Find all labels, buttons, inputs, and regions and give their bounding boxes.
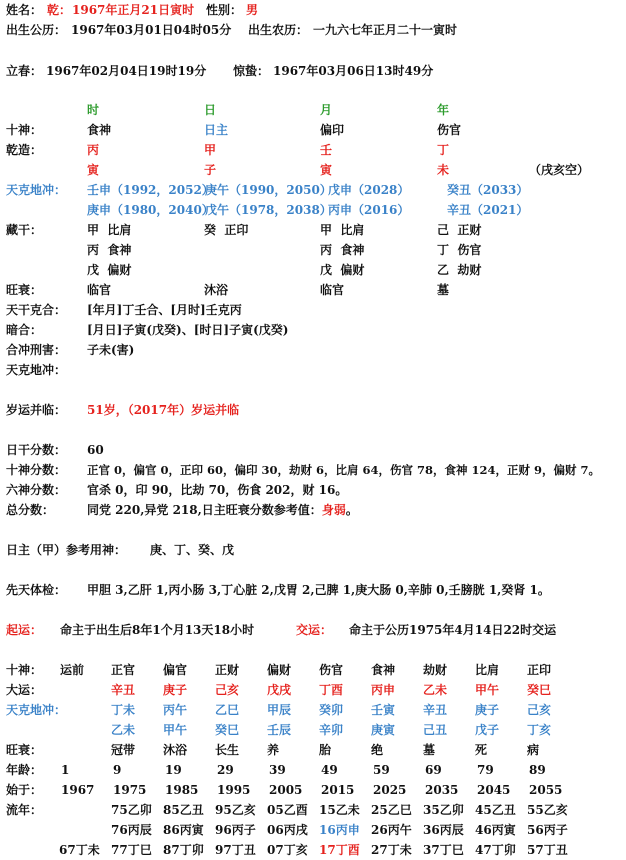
liunian-cell: 47丁卯 bbox=[475, 843, 516, 857]
dayun-wangshuai-cell: 冠带 bbox=[111, 743, 136, 757]
canggan-year-3: 乙 劫财 bbox=[437, 263, 482, 277]
qian-label: 乾： bbox=[47, 3, 72, 17]
dayun-wangshuai-cell: 绝 bbox=[371, 743, 384, 757]
stem-year: 丁 bbox=[437, 143, 450, 157]
age-cell: 19 bbox=[165, 763, 182, 777]
dayun-shishen-cell: 伤官 bbox=[319, 663, 344, 677]
name-label: 姓名： bbox=[6, 3, 43, 17]
lichun-value: 1967年02月04日19时19分 bbox=[46, 64, 207, 78]
dayun-yunqian: 运前 bbox=[60, 663, 85, 677]
liunian-cell: 67丁未 bbox=[59, 843, 100, 857]
liunian-cell: 97丁丑 bbox=[215, 843, 256, 857]
tkdc-hour-2: 庚申（1980，2040） bbox=[87, 203, 214, 217]
hechong-label: 合冲刑害： bbox=[6, 343, 67, 357]
dayun-shishen-cell: 偏官 bbox=[163, 663, 188, 677]
dayun-shishen-label: 十神： bbox=[6, 663, 43, 677]
canggan-label: 藏干： bbox=[6, 223, 43, 237]
birth-date: 1967年正月21日寅时 bbox=[72, 3, 195, 17]
total-score-end: 。 bbox=[345, 503, 358, 517]
dayun-cell: 丙申 bbox=[371, 683, 396, 697]
year-cell: 2015 bbox=[321, 783, 355, 797]
nongli-label: 出生农历： bbox=[248, 23, 309, 37]
jiaoyun-label: 交运： bbox=[296, 623, 333, 637]
jingzhe-label: 惊蛰： bbox=[233, 64, 270, 78]
tijian-label: 先天体检： bbox=[6, 583, 67, 597]
liunian-cell: 95乙亥 bbox=[215, 803, 256, 817]
shishen-hour: 食神 bbox=[87, 123, 112, 137]
dayun-tkdc-cell: 乙巳 bbox=[215, 703, 240, 717]
tkdc-day-2: 戊午（1978，2038） bbox=[205, 203, 332, 217]
pillar-header-hour: 时 bbox=[87, 103, 100, 117]
liunian-cell: 77丁巳 bbox=[111, 843, 152, 857]
dayun-wangshuai-cell: 胎 bbox=[319, 743, 332, 757]
pillar-header-day: 日 bbox=[204, 103, 217, 117]
liunian-cell: 55乙亥 bbox=[527, 803, 568, 817]
liunian-cell: 27丁未 bbox=[371, 843, 412, 857]
dayun-shishen-cell: 偏财 bbox=[267, 663, 292, 677]
liunian-cell: 76丙辰 bbox=[111, 823, 152, 837]
dayun-tkdc-cell: 庚寅 bbox=[371, 723, 396, 737]
suiyun-value: 51岁，（2017年）岁运并临 bbox=[87, 403, 240, 417]
dayun-cell: 戊戌 bbox=[267, 683, 292, 697]
year-cell: 1967 bbox=[61, 783, 95, 797]
canggan-hour-2: 丙 食神 bbox=[87, 243, 132, 257]
dayun-tkdc-cell: 丙午 bbox=[163, 703, 188, 717]
rigan-score-label: 日干分数： bbox=[6, 443, 67, 457]
verdict: 身弱 bbox=[321, 503, 346, 517]
liudang-score-label: 六神分数： bbox=[6, 483, 67, 497]
tkdc-year-2: 辛丑（2021） bbox=[447, 203, 529, 217]
anhe-value: [月日]子寅(戊癸)、[时日]子寅(戊癸) bbox=[87, 323, 289, 337]
liunian-cell: 25乙巳 bbox=[371, 803, 412, 817]
dayun-tkdc-cell: 戊子 bbox=[475, 723, 500, 737]
canggan-month-3: 戊 偏财 bbox=[320, 263, 365, 277]
liunian-cell: 87丁卯 bbox=[163, 843, 204, 857]
dayun-tkdc-cell: 己丑 bbox=[423, 723, 448, 737]
dayun-cell: 庚子 bbox=[163, 683, 188, 697]
liunian-cell: 56丙子 bbox=[527, 823, 568, 837]
hechong-value: 子未(害) bbox=[87, 343, 135, 357]
stem-day: 甲 bbox=[204, 143, 217, 157]
dayun-wangshuai-cell: 墓 bbox=[423, 743, 436, 757]
jingzhe-value: 1967年03月06日13时49分 bbox=[273, 64, 434, 78]
tijian-value: 甲胆 3,乙肝 1,丙小肠 3,丁心脏 2,戊胃 2,己脾 1,庚大肠 0,辛肺 0,壬膀胱 1,癸肾 1。 bbox=[87, 583, 550, 597]
year-cell: 2035 bbox=[425, 783, 459, 797]
gender-value: 男 bbox=[246, 3, 259, 17]
qianzao-label: 乾造： bbox=[6, 143, 43, 157]
year-cell: 1995 bbox=[217, 783, 251, 797]
canggan-year-1: 己 正财 bbox=[437, 223, 482, 237]
dayun-cell: 己亥 bbox=[215, 683, 240, 697]
tkdc-year-1: 癸丑（2033） bbox=[447, 183, 529, 197]
nongli-value: 一九六七年正月二十一寅时 bbox=[313, 23, 458, 37]
liunian-cell: 35乙卯 bbox=[423, 803, 464, 817]
wangshuai-year: 墓 bbox=[437, 283, 450, 297]
dayun-wangshuai-label: 旺衰： bbox=[6, 743, 43, 757]
branch-month: 寅 bbox=[320, 163, 333, 177]
shishen-score-label: 十神分数： bbox=[6, 463, 67, 477]
liunian-cell: 16丙申 bbox=[319, 823, 360, 837]
lichun-label: 立春： bbox=[6, 64, 43, 78]
gender-label: 性别： bbox=[206, 3, 243, 17]
dayun-wangshuai-cell: 病 bbox=[527, 743, 540, 757]
yongshen-value: 庚、丁、癸、戊 bbox=[150, 543, 235, 557]
year-cell: 2005 bbox=[269, 783, 303, 797]
age-cell: 29 bbox=[217, 763, 234, 777]
liunian-cell: 46丙寅 bbox=[475, 823, 516, 837]
dayun-cell: 甲午 bbox=[475, 683, 500, 697]
wangshuai-label: 旺衰： bbox=[6, 283, 43, 297]
dayun-shishen-cell: 劫财 bbox=[423, 663, 448, 677]
total-score-value bbox=[87, 503, 358, 518]
liunian-cell: 37丁巳 bbox=[423, 843, 464, 857]
canggan-year-2: 丁 伤官 bbox=[437, 243, 482, 257]
canggan-day-1: 癸 正印 bbox=[204, 223, 249, 237]
liunian-cell: 17丁酉 bbox=[319, 843, 360, 857]
dayun-label: 大运： bbox=[6, 683, 43, 697]
year-cell: 1985 bbox=[165, 783, 199, 797]
dayun-cell: 辛丑 bbox=[111, 683, 136, 697]
dayun-tkdc-cell: 癸卯 bbox=[319, 703, 344, 717]
tkdc-label: 天克地冲： bbox=[6, 183, 67, 197]
yongshen-label: 日主（甲）参考用神： bbox=[6, 543, 127, 557]
liudang-score-value: 官杀 0，印 90，比劫 70，伤食 202，财 16。 bbox=[87, 483, 348, 497]
tkdc-day-1: 庚午（1990，2050） bbox=[205, 183, 332, 197]
anhe-label: 暗合： bbox=[6, 323, 43, 337]
shishen-day: 日主 bbox=[204, 123, 229, 137]
canggan-hour-1: 甲 比肩 bbox=[87, 223, 132, 237]
liunian-cell: 45乙丑 bbox=[475, 803, 516, 817]
liunian-cell: 07丁亥 bbox=[267, 843, 308, 857]
qiyun-value: 命主于出生后8年1个月13天18小时 bbox=[60, 623, 255, 637]
age-cell: 79 bbox=[477, 763, 494, 777]
dayun-cell: 癸巳 bbox=[527, 683, 552, 697]
dayun-tkdc-label: 天克地冲： bbox=[6, 703, 67, 717]
tkdc-month-1: 戊申（2028） bbox=[328, 183, 410, 197]
pillar-header-year: 年 bbox=[437, 103, 450, 117]
liunian-cell: 86丙寅 bbox=[163, 823, 204, 837]
liunian-cell: 36丙辰 bbox=[423, 823, 464, 837]
liunian-label: 流年： bbox=[6, 803, 43, 817]
liunian-cell: 15乙未 bbox=[319, 803, 360, 817]
shishen-label: 十神： bbox=[6, 123, 43, 137]
liunian-cell: 57丁丑 bbox=[527, 843, 568, 857]
age-cell: 59 bbox=[373, 763, 390, 777]
dayun-tkdc-cell: 甲午 bbox=[163, 723, 188, 737]
dayun-tkdc-cell: 己亥 bbox=[527, 703, 552, 717]
branch-hour: 寅 bbox=[87, 163, 100, 177]
dayun-wangshuai-cell: 死 bbox=[475, 743, 488, 757]
dayun-tkdc-cell: 癸巳 bbox=[215, 723, 240, 737]
branch-year: 未 bbox=[437, 163, 450, 177]
liunian-cell: 05乙酉 bbox=[267, 803, 308, 817]
gongli-value: 1967年03月01日04时05分 bbox=[71, 23, 232, 37]
liunian-cell: 96丙子 bbox=[215, 823, 256, 837]
age-cell: 1 bbox=[61, 763, 70, 777]
shishen-score-value: 正官 0，偏官 0，正印 60，偏印 30，劫财 6，比肩 64，伤官 78，食神 124，正财 9，偏财 7。 bbox=[87, 463, 601, 477]
shishen-month: 偏印 bbox=[320, 123, 345, 137]
dayun-shishen-cell: 比肩 bbox=[475, 663, 500, 677]
liunian-cell: 75乙卯 bbox=[111, 803, 152, 817]
dayun-tkdc-cell: 辛丑 bbox=[423, 703, 448, 717]
stem-month: 壬 bbox=[320, 143, 333, 157]
dayun-shishen-cell: 正官 bbox=[111, 663, 136, 677]
canggan-month-1: 甲 比肩 bbox=[320, 223, 365, 237]
suiyun-label: 岁运并临： bbox=[6, 403, 67, 417]
age-cell: 69 bbox=[425, 763, 442, 777]
dayun-shishen-cell: 食神 bbox=[371, 663, 396, 677]
total-score-label: 总分数： bbox=[6, 503, 55, 517]
shiyu-label: 始于： bbox=[6, 783, 43, 797]
dayun-tkdc-cell: 辛卯 bbox=[319, 723, 344, 737]
dayun-wangshuai-cell: 沐浴 bbox=[163, 743, 188, 757]
qiyun-label: 起运： bbox=[6, 623, 43, 637]
tkdc-month-2: 丙申（2016） bbox=[328, 203, 410, 217]
pillar-header-month: 月 bbox=[320, 103, 333, 117]
dayun-tkdc-cell: 庚子 bbox=[475, 703, 500, 717]
canggan-month-2: 丙 食神 bbox=[320, 243, 365, 257]
dayun-tkdc-cell: 甲辰 bbox=[267, 703, 292, 717]
canggan-hour-3: 戊 偏财 bbox=[87, 263, 132, 277]
dayun-tkdc-cell: 壬辰 bbox=[267, 723, 292, 737]
dayun-cell: 丁酉 bbox=[319, 683, 344, 697]
relations-tkdc-label: 天克地冲： bbox=[6, 363, 67, 377]
year-cell: 2045 bbox=[477, 783, 511, 797]
rigan-score-value: 60 bbox=[87, 443, 104, 457]
dayun-cell: 乙未 bbox=[423, 683, 448, 697]
wangshuai-day: 沐浴 bbox=[204, 283, 229, 297]
jiaoyun-value: 命主于公历1975年4月14日22时交运 bbox=[349, 623, 557, 637]
tiangan-label: 天干克合： bbox=[6, 303, 67, 317]
liunian-cell: 26丙午 bbox=[371, 823, 412, 837]
age-cell: 89 bbox=[529, 763, 546, 777]
age-cell: 39 bbox=[269, 763, 286, 777]
total-score-text: 同党 220,异党 218,日主旺衰分数参考值： bbox=[87, 503, 322, 517]
dayun-shishen-cell: 正财 bbox=[215, 663, 240, 677]
kongwang: （戌亥空） bbox=[529, 163, 590, 177]
liunian-cell: 85乙丑 bbox=[163, 803, 204, 817]
age-cell: 9 bbox=[113, 763, 122, 777]
wangshuai-month: 临官 bbox=[320, 283, 345, 297]
tiangan-value: [年月]丁壬合、[月时]壬克丙 bbox=[87, 303, 242, 317]
dayun-tkdc-cell: 丁亥 bbox=[527, 723, 552, 737]
shishen-year: 伤官 bbox=[437, 123, 462, 137]
liunian-cell: 06丙戌 bbox=[267, 823, 308, 837]
dayun-wangshuai-cell: 长生 bbox=[215, 743, 240, 757]
stem-hour: 丙 bbox=[87, 143, 100, 157]
dayun-tkdc-cell: 壬寅 bbox=[371, 703, 396, 717]
year-cell: 2025 bbox=[373, 783, 407, 797]
age-label: 年龄： bbox=[6, 763, 43, 777]
dayun-tkdc-cell: 丁未 bbox=[111, 703, 136, 717]
dayun-wangshuai-cell: 养 bbox=[267, 743, 280, 757]
dayun-tkdc-cell: 乙未 bbox=[111, 723, 136, 737]
year-cell: 1975 bbox=[113, 783, 147, 797]
gongli-label: 出生公历： bbox=[6, 23, 67, 37]
dayun-shishen-cell: 正印 bbox=[527, 663, 552, 677]
age-cell: 49 bbox=[321, 763, 338, 777]
branch-day: 子 bbox=[204, 163, 217, 177]
year-cell: 2055 bbox=[529, 783, 563, 797]
wangshuai-hour: 临官 bbox=[87, 283, 112, 297]
tkdc-hour-1: 壬申（1992，2052） bbox=[87, 183, 214, 197]
